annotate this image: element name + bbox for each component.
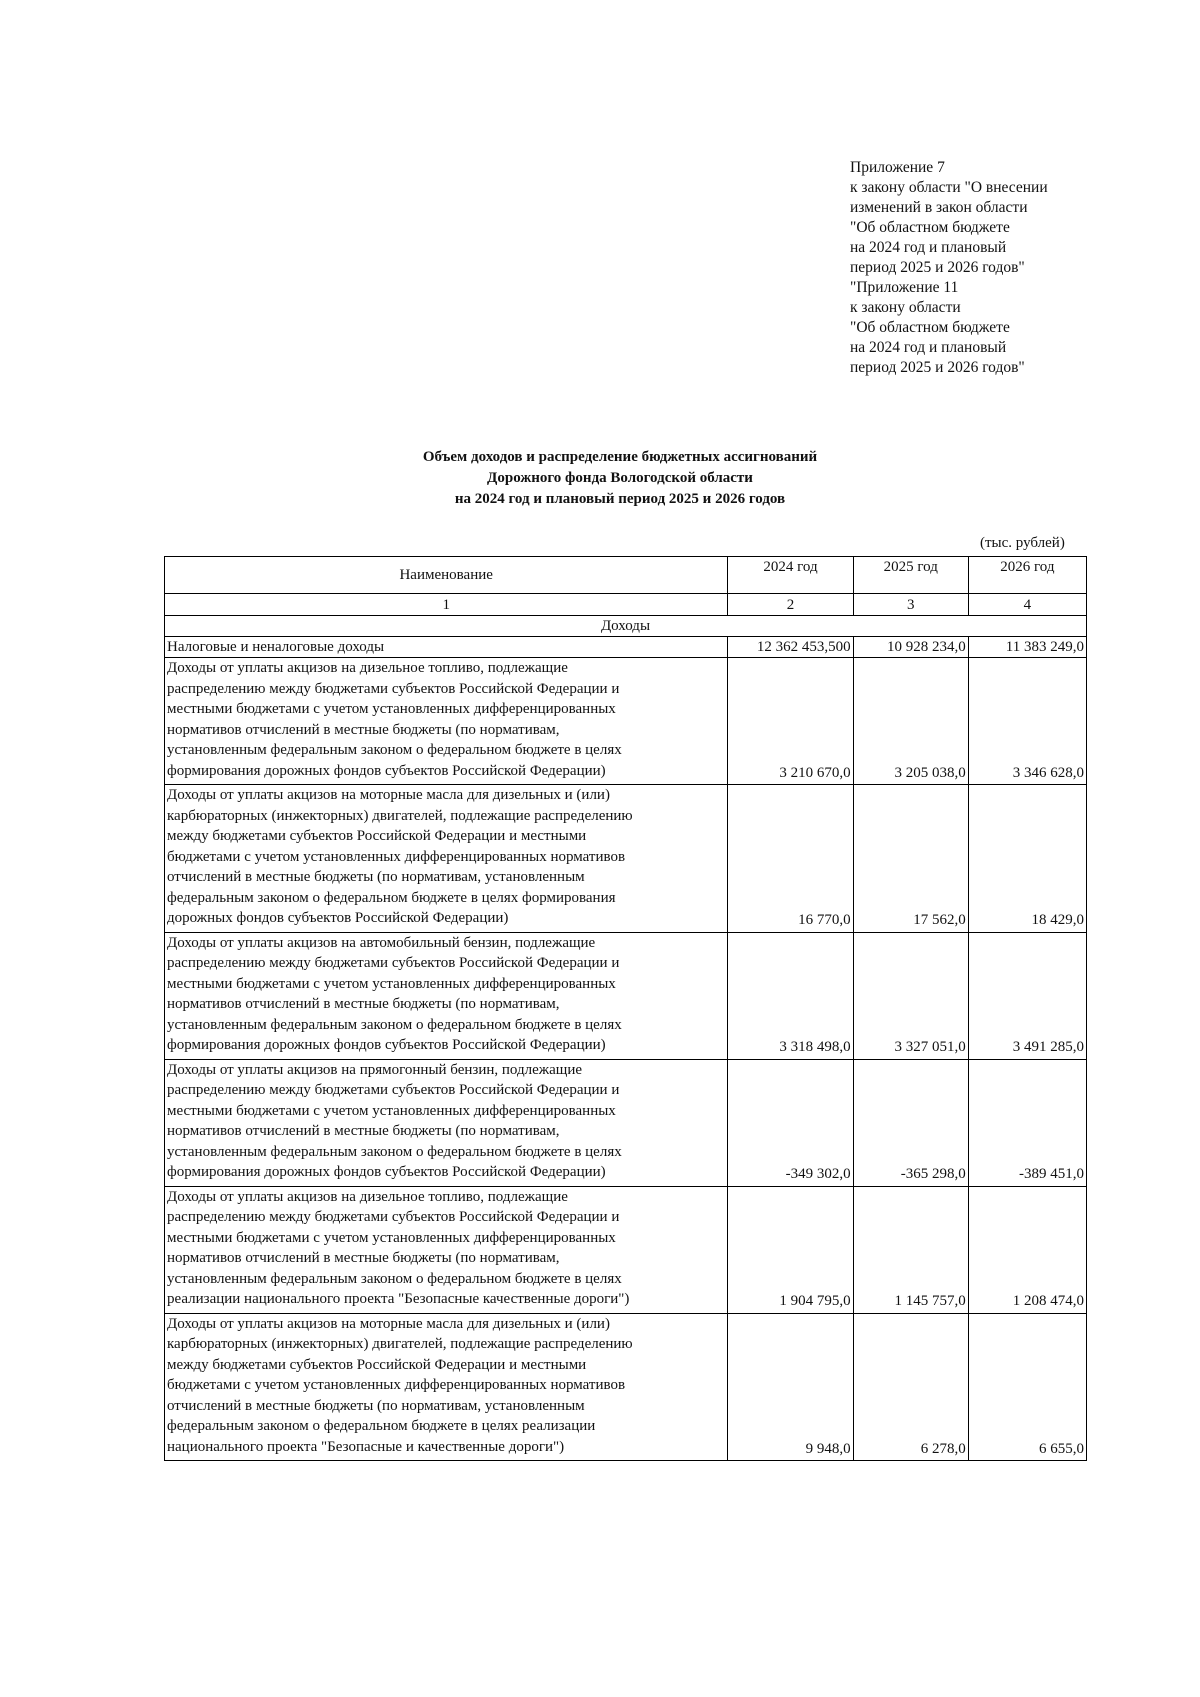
appendix-line: период 2025 и 2026 годов" — [850, 259, 1025, 276]
title-line: Объем доходов и распределение бюджетных ассигнований — [422, 449, 818, 465]
column-number: 1 — [165, 594, 728, 616]
table-row — [165, 932, 1087, 1059]
row-text-line: бюджетами с учетом установленных дифференцированных нормативов — [167, 1377, 626, 1393]
total-label: Налоговые и неналоговые доходы — [165, 637, 728, 658]
row-text-line: распределению между бюджетами субъектов Российской Федерации и — [167, 1082, 620, 1098]
row-text-line: установленным федеральным законом о федеральном бюджете в целях — [167, 742, 622, 758]
row-description — [165, 658, 728, 785]
row-text-line: реализации национального проекта "Безопасные качественные дороги") — [167, 1291, 630, 1307]
column-numbers-row — [165, 594, 1087, 616]
appendix-line: "Приложение 11 — [850, 279, 959, 296]
row-value-2026: -389 451,0 — [968, 1059, 1086, 1186]
units-label: (тыс. рублей) — [980, 535, 1065, 551]
row-text-line: Доходы от уплаты акцизов на прямогонный бензин, подлежащие — [167, 1061, 583, 1078]
row-text-line: федеральным законом о федеральном бюджете в целях реализации — [167, 1418, 596, 1434]
table-row — [165, 658, 1087, 785]
budget-table — [164, 556, 1087, 1461]
total-value-2025: 10 928 234,0 — [853, 637, 968, 658]
row-text-line: распределению между бюджетами субъектов Российской Федерации и — [167, 1209, 620, 1225]
row-text-line: между бюджетами субъектов Российской Федерации и местными — [167, 828, 587, 844]
row-value-2026: 18 429,0 — [968, 785, 1086, 933]
row-text-line: федеральным законом о федеральном бюджете в целях формирования — [167, 889, 616, 906]
row-text-line: местными бюджетами с учетом установленных дифференцированных — [167, 1229, 616, 1246]
row-text-line: Доходы от уплаты акцизов на моторные масла для дизельных и (или) — [167, 787, 610, 803]
table-row — [165, 1313, 1087, 1461]
row-text-line: формирования дорожных фондов субъектов Российской Федерации) — [167, 1164, 606, 1180]
header-year-2025: 2025 год — [853, 557, 968, 594]
row-description — [165, 1313, 728, 1461]
row-text-line: Доходы от уплаты акцизов на дизельное топливо, подлежащие — [167, 660, 568, 676]
column-number: 4 — [968, 594, 1086, 616]
row-description — [165, 1186, 728, 1313]
row-text-line: бюджетами с учетом установленных дифференцированных нормативов — [167, 848, 626, 865]
row-description — [165, 785, 728, 933]
row-value-2026: 1 208 474,0 — [968, 1186, 1086, 1313]
row-value-2024: 1 904 795,0 — [728, 1186, 853, 1313]
row-text-line: Доходы от уплаты акцизов на автомобильный бензин, подлежащие — [167, 934, 596, 951]
header-year-2024: 2024 год — [728, 557, 853, 594]
row-text-line: нормативов отчислений в местные бюджеты (по нормативам, — [167, 1250, 560, 1266]
row-value-2025: 17 562,0 — [853, 785, 968, 933]
row-text-line: карбюраторных (инжекторных) двигателей, подлежащие распределению — [167, 807, 633, 824]
row-value-2025: 6 278,0 — [853, 1313, 968, 1461]
row-text-line: установленным федеральным законом о федеральном бюджете в целях — [167, 1016, 622, 1033]
row-value-2024: 9 948,0 — [728, 1313, 853, 1461]
total-row — [165, 637, 1087, 658]
row-value-2026: 3 491 285,0 — [968, 932, 1086, 1059]
row-text-line: Доходы от уплаты акцизов на моторные масла для дизельных и (или) — [167, 1315, 610, 1332]
row-text-line: нормативов отчислений в местные бюджеты (по нормативам, — [167, 996, 560, 1012]
row-text-line: дорожных фондов субъектов Российской Федерации) — [167, 910, 509, 926]
column-number: 3 — [853, 594, 968, 616]
document-title — [300, 447, 940, 510]
header-name: Наименование — [165, 557, 728, 594]
total-value-2024: 12 362 453,500 — [728, 637, 853, 658]
appendix-line: на 2024 год и плановый — [850, 339, 1007, 356]
table-row — [165, 1059, 1087, 1186]
row-description — [165, 1059, 728, 1186]
row-description — [165, 932, 728, 1059]
row-text-line: нормативов отчислений в местные бюджеты (по нормативам, — [167, 1123, 560, 1139]
row-value-2025: 1 145 757,0 — [853, 1186, 968, 1313]
row-value-2024: 16 770,0 — [728, 785, 853, 933]
table-row — [165, 785, 1087, 933]
appendix-line: "Об областном бюджете — [850, 219, 1010, 236]
appendix-line: "Об областном бюджете — [850, 319, 1010, 336]
row-text-line: карбюраторных (инжекторных) двигателей, подлежащие распределению — [167, 1336, 633, 1352]
row-value-2024: 3 210 670,0 — [728, 658, 853, 785]
row-text-line: Доходы от уплаты акцизов на дизельное топливо, подлежащие — [167, 1188, 568, 1205]
row-text-line: формирования дорожных фондов субъектов Российской Федерации) — [167, 762, 606, 779]
row-value-2024: -349 302,0 — [728, 1059, 853, 1186]
appendix-line: на 2024 год и плановый — [850, 239, 1007, 256]
table-header-row — [165, 557, 1087, 594]
row-text-line: между бюджетами субъектов Российской Федерации и местными — [167, 1356, 587, 1373]
row-text-line: установленным федеральным законом о федеральном бюджете в целях — [167, 1270, 622, 1287]
row-text-line: формирования дорожных фондов субъектов Российской Федерации) — [167, 1037, 606, 1053]
title-line: Дорожного фонда Вологодской области — [487, 470, 753, 486]
appendix-line: к закону области "О внесении — [850, 179, 1048, 196]
title-line: на 2024 год и плановый период 2025 и 2026 годов — [454, 491, 786, 507]
appendix-line: изменений в закон области — [850, 199, 1028, 216]
row-text-line: местными бюджетами с учетом установленных дифференцированных — [167, 1102, 616, 1119]
row-text-line: установленным федеральным законом о федеральном бюджете в целях — [167, 1143, 622, 1160]
appendix-note — [850, 158, 1150, 378]
row-value-2025: -365 298,0 — [853, 1059, 968, 1186]
appendix-line: период 2025 и 2026 годов" — [850, 359, 1025, 376]
row-value-2025: 3 327 051,0 — [853, 932, 968, 1059]
appendix-line: Приложение 7 — [850, 159, 945, 176]
row-value-2025: 3 205 038,0 — [853, 658, 968, 785]
row-text-line: местными бюджетами с учетом установленных дифференцированных — [167, 975, 616, 992]
column-number: 2 — [728, 594, 853, 616]
row-text-line: нормативов отчислений в местные бюджеты (по нормативам, — [167, 721, 560, 738]
row-text-line: отчислений в местные бюджеты (по нормативам, установленным — [167, 1397, 585, 1414]
row-value-2026: 6 655,0 — [968, 1313, 1086, 1461]
row-text-line: местными бюджетами с учетом установленных дифференцированных — [167, 701, 616, 717]
section-title: Доходы — [165, 616, 1087, 637]
row-text-line: распределению между бюджетами субъектов Российской Федерации и — [167, 955, 620, 971]
row-text-line: национального проекта "Безопасные и качественные дороги") — [167, 1438, 565, 1455]
row-text-line: распределению между бюджетами субъектов Российской Федерации и — [167, 680, 620, 697]
header-year-2026: 2026 год — [968, 557, 1086, 594]
section-row — [165, 616, 1087, 637]
row-value-2026: 3 346 628,0 — [968, 658, 1086, 785]
appendix-line: к закону области — [850, 299, 961, 316]
total-value-2026: 11 383 249,0 — [968, 637, 1086, 658]
row-value-2024: 3 318 498,0 — [728, 932, 853, 1059]
row-text-line: отчислений в местные бюджеты (по нормативам, установленным — [167, 869, 585, 885]
table-row — [165, 1186, 1087, 1313]
